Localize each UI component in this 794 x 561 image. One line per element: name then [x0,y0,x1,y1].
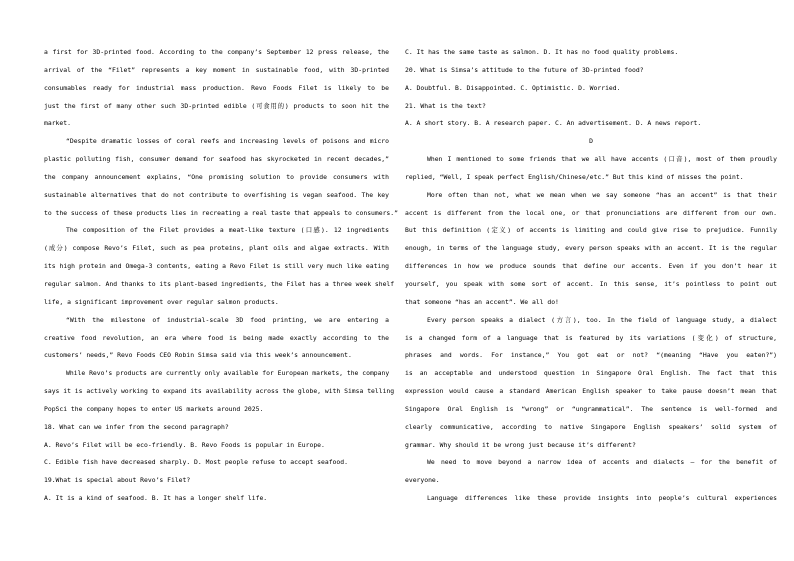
text-line: “With the milestone of industrial-scale 3D food printing, we are entering a [66,315,389,324]
text-line: is a changed form of a language that is featured by its variations (变化) of structure, [405,333,777,342]
text-line: grammar. Why should it be wrong just because it’s different? [405,440,636,449]
text-line: (成分) compose Revo’s Filet, such as pea proteins, plant oils and algae extracts. With [44,244,389,253]
text-line: to the success of these products lies in recreating a real taste that appeals to consumers.” [44,208,398,217]
text-line: 21. What is the text? [405,101,486,110]
text-line: We need to move beyond a narrow idea of accents and dialects — for the benefit of [427,458,777,467]
text-line: is an acceptable and understood question in Singapore Oral English. The fact that this [405,369,777,378]
text-line: 18. What can we infer from the second paragraph? [44,422,229,431]
text-line: enough, in terms of the language study, every person speaks with an accent. It is the regular [405,244,777,253]
text-line: yourself, you speak with some sort of accent. In this sense, it’s pointless to point out [405,279,777,288]
text-line: 20. What is Simsa’s attitude to the future of 3D-printed food? [405,65,644,74]
text-line: its high protein and Omega-3 contents, eating a Revo Filet is still very much like eating [44,262,389,271]
text-line: accent is different from the local one, or that pronunciations are different from our own. [405,208,777,217]
text-line: phrases and words. For instance,” You got eat or not? “(meaning “Have you eaten?”) [405,351,777,360]
text-line: market. [44,119,71,128]
text-line: expression would cause a standard American English speaker to take pause doesn’t mean that [405,387,777,396]
text-line: A. It is a kind of seafood. B. It has a longer shelf life. [44,494,268,503]
text-line: 19.What is special about Revo’s Filet? [44,476,191,485]
text-line: arrival of the “Filet” represents a key moment in sustainable food, with 3D-printed [44,65,389,74]
text-line: everyone. [405,476,440,485]
text-line: Language differences like these provide insights into people’s cultural experiences [427,494,777,503]
text-line: just the first of many other such 3D-printed edible (可食用的) products to soon hit the [44,101,389,110]
text-line: differences in how we produce sounds that define our accents. Even if you don’t hear it [405,262,777,271]
text-line: plastic polluting fish, consumer demand for seafood has skyrocketed in recent decades,” [44,155,389,164]
text-line: that someone “has an accent”. We all do! [405,297,559,306]
text-line: A. A short story. B. A research paper. C. An advertisement. D. A news report. [405,119,702,128]
text-line: “Despite dramatic losses of coral reefs and increasing levels of poisons and micro [66,137,389,146]
text-line: customers’ needs,” Revo Foods CEO Robin Simsa said via this week’s announcement. [44,351,352,360]
text-line: When I mentioned to some friends that we all have accents (口音), most of them proudly [427,155,777,164]
text-line: Singapore Oral English is “wrong” or “ungrammatical”. The sentence is well-formed and [405,404,777,413]
text-line: replied, “Well, I speak perfect English/Chinese/etc.” But this kind of misses the point. [405,172,744,181]
right-column [405,44,777,508]
text-line: But this definition (定义) of accents is limiting and could give rise to prejudice. Funnily [405,226,777,235]
text-line: C. It has the same taste as salmon. D. It has no food quality problems. [405,48,679,56]
text-line: a first for 3D-printed food. According to the company’s September 12 press release, the [44,48,389,56]
text-line: life, a significant improvement over regular salmon products. [44,297,279,306]
left-column [44,44,398,508]
text-line: regular salmon. And thanks to its plant-based ingredients, the Filet has a three week shelf [44,279,395,288]
text-line: D [589,137,593,146]
text-line: says it is actively working to expand its availability across the globe, with Simsa telling [44,387,395,396]
text-line: A. Revo’s Filet will be eco-friendly. B. Revo Foods is popular in Europe. [44,440,325,449]
text-line: clearly communicative, according to native Singapore English speakers’ solid system of [405,422,777,431]
text-line: A. Doubtful. B. Disappointed. C. Optimistic. D. Worried. [405,83,621,92]
text-line: More often than not, what we mean when we say someone “has an accent” is that their [427,190,777,199]
text-line: Every person speaks a dialect (方言), too. In the field of language study, a dialect [427,315,777,324]
text-line: the company announcement explains, “One promising solution to provide consumers with [44,172,389,181]
text-line: PopSci the company hopes to enter US markets around 2025. [44,404,264,413]
text-line: creative food revolution, an era where food is being made exactly according to the [44,333,389,342]
text-line: consumables ready for industrial mass production. Revo Foods Filet is likely to be [44,83,389,92]
text-line: While Revo’s products are currently only available for European markets, the company [66,369,390,378]
text-line: The composition of the Filet provides a meat-like texture (口感). 12 ingredients [66,226,389,235]
text-line: sustainable alternatives that do not contribute to overfishing is vegan seafood. The key [44,190,389,199]
text-line: C. Edible fish have decreased sharply. D. Most people refuse to accept seafood. [44,458,348,467]
